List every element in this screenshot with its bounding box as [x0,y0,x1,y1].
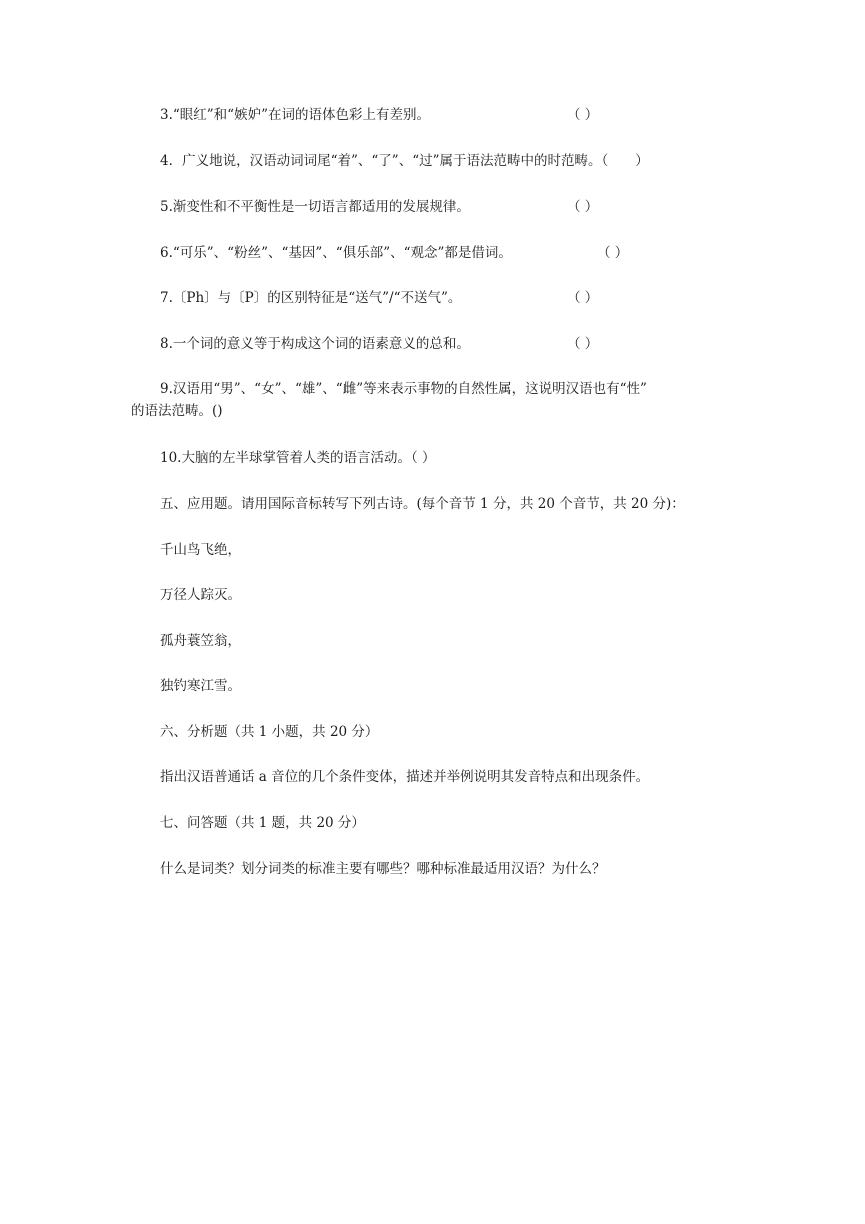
judgment-item-7: 7.〔Ph〕与〔P〕的区别特征是“送气”/“不送气”。 [160,290,462,306]
judgment-item-10: 10.大脑的左半球掌管着人类的语言活动。（ ） [160,450,436,466]
judgment-item-6: 6.“可乐”、“粉丝”、“基因”、“俱乐部”、“观念”都是借词。 [160,245,512,261]
judgment-item-9-line1: 9.汉语用“男”、“女”、“雄”、“雌”等来表示事物的自然性属，这说明汉语也有“性” [160,381,647,397]
judgment-item-4: 4．广义地说，汉语动词词尾“着”、“了”、“过”属于语法范畴中的时范畴。（ ） [160,153,649,169]
section-7-heading: 七、问答题（共 1 题，共 20 分） [160,815,365,831]
answer-paren-3: （ ） [567,107,599,123]
judgment-item-9-line2: 的语法范畴。() [131,403,223,419]
poem-line-1: 千山鸟飞绝， [160,542,241,558]
answer-paren-8: （ ） [567,336,599,352]
answer-paren-7: （ ） [567,290,599,306]
section-6-heading: 六、分析题（共 1 小题，共 20 分） [160,724,379,740]
poem-line-4: 独钓寒江雪。 [160,678,241,694]
judgment-item-5: 5.渐变性和不平衡性是一切语言都适用的发展规律。 [160,199,470,215]
section-7-question: 什么是词类？划分词类的标准主要有哪些？哪种标准最适用汉语？为什么？ [160,861,606,877]
section-6-question: 指出汉语普通话 a 音位的几个条件变体，描述并举例说明其发音特点和出现条件。 [160,769,650,785]
judgment-item-8: 8.一个词的意义等于构成这个词的语素意义的总和。 [160,336,470,352]
poem-line-3: 孤舟蓑笠翁， [160,633,241,649]
answer-paren-6: （ ） [597,245,629,261]
judgment-item-3: 3.“眼红”和“嫉妒”在词的语体色彩上有差别。 [160,107,430,123]
answer-paren-5: （ ） [567,199,599,215]
poem-line-2: 万径人踪灭。 [160,587,241,603]
section-5-heading: 五、应用题。请用国际音标转写下列古诗。(每个音节 1 分，共 20 个音节，共 20 分)： [160,496,685,512]
